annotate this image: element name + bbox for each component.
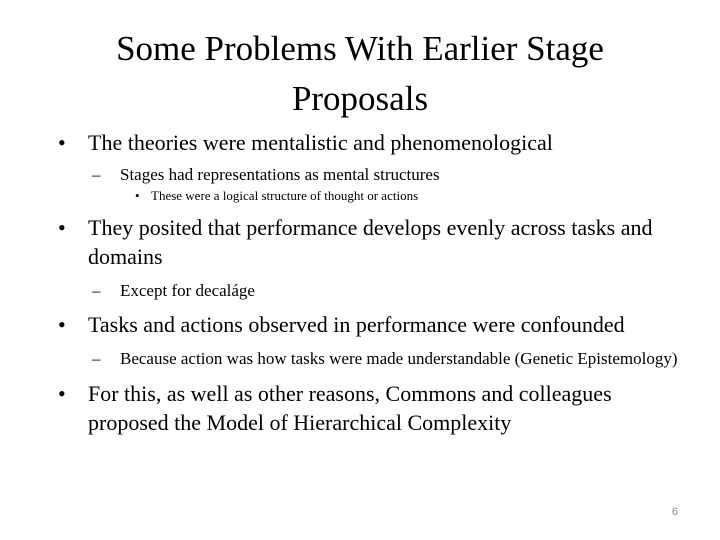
sub-bullet-item: [58, 347, 688, 370]
sub-bullet-text: Because action was how tasks were made understandable (Genetic Epistemology): [120, 349, 678, 368]
bullet-text: Tasks and actions observed in performance were confounded: [88, 312, 625, 337]
bullet-text: They posited that performance develops evenly across tasks and domains: [88, 215, 653, 269]
sub-bullet-marker: –: [92, 165, 101, 184]
sub-sub-bullet-marker: •: [135, 188, 140, 203]
sub-bullet-marker: –: [92, 281, 101, 300]
sub-bullet-text: Stages had representations as mental structures: [120, 165, 440, 184]
bullet-marker: •: [58, 130, 66, 155]
bullet-item: [58, 128, 688, 157]
page-number: 6: [671, 506, 678, 518]
sub-sub-bullet-item: [58, 187, 688, 205]
bullet-item: [58, 379, 688, 437]
sub-bullet-item: [58, 163, 688, 186]
sub-bullet-text: Except for decaláge: [120, 281, 255, 300]
bullet-text: For this, as well as other reasons, Commons and colleagues proposed the Model of Hierarchical Complexity: [88, 381, 612, 435]
bullet-text: The theories were mentalistic and phenomenological: [88, 130, 553, 155]
sub-bullet-marker: –: [92, 349, 101, 368]
bullet-item: [58, 310, 688, 339]
bullet-list: [58, 128, 688, 437]
slide-title: Some Problems With Earlier Stage Proposals: [116, 29, 604, 118]
bullet-item: [58, 213, 688, 271]
bullet-marker: •: [58, 215, 66, 240]
bullet-marker: •: [58, 312, 66, 337]
sub-bullet-item: [58, 279, 688, 302]
bullet-marker: •: [58, 381, 66, 406]
sub-sub-bullet-text: These were a logical structure of thought or actions: [151, 188, 419, 203]
